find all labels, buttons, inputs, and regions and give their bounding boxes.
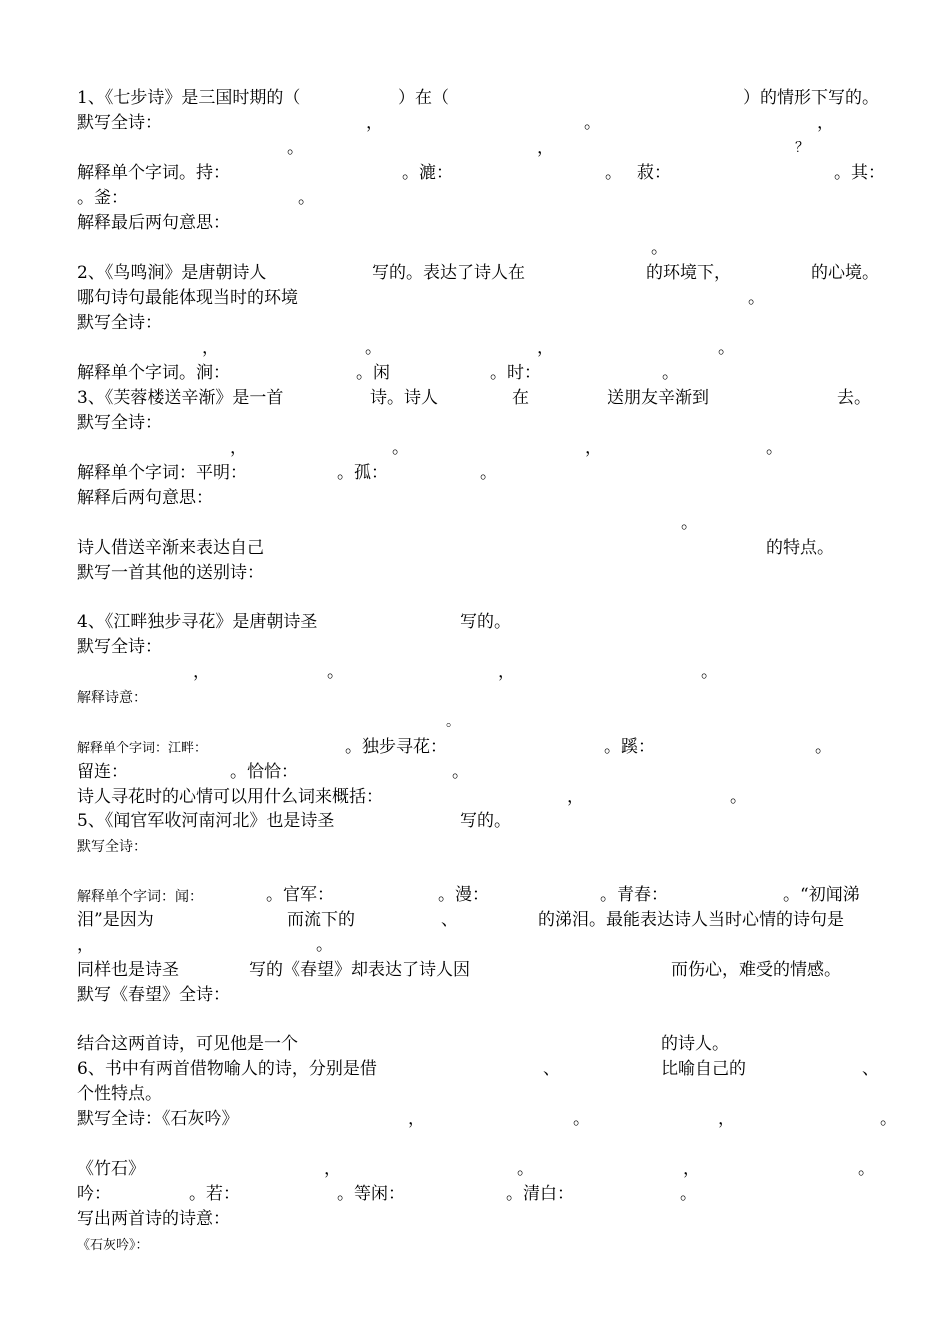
q5-write-label: 默写全诗： [77, 839, 147, 855]
punct: ， [408, 1109, 425, 1129]
punct: 。 [584, 113, 601, 133]
q6-line1-start: 6、书中有两首借物喻人的诗，分别是借 [77, 1059, 377, 1079]
q4-write-label: 默写全诗： [77, 637, 162, 657]
q1-define-qi: 。其： [834, 163, 885, 183]
q5-chunwang-start: 同样也是诗圣 [77, 960, 179, 980]
q1-define-label: 解释单个字词。持： [77, 163, 230, 183]
punct: 、 [543, 1059, 560, 1079]
q4-line1-end: 写的。 [460, 612, 511, 632]
q3-line1-mid: 诗。诗人 [370, 388, 438, 408]
q5-chunwang-mid: 写的《春望》却表达了诗人因 [249, 960, 470, 980]
punct: 。 [327, 662, 344, 682]
q4-define-xi: 。蹊： [604, 737, 655, 757]
q1-write-label: 默写全诗： [77, 113, 162, 133]
punct: ， [537, 138, 554, 158]
q5-define-label: 解释单个字词：闻： [77, 889, 203, 905]
punct: 。 [651, 238, 668, 258]
punct: 。 [681, 513, 698, 533]
q2-define-label: 解释单个字词。涧： [77, 363, 230, 383]
punct: 。 [452, 762, 469, 782]
punct: 。 [815, 737, 832, 757]
q5-tears-reason: 泪”是因为 [77, 910, 154, 930]
punct: 。 [298, 188, 315, 208]
q6-line1-mid: 比喻自己的 [661, 1059, 746, 1079]
q1-line1-start: 1、《七步诗》是三国时期的（ [77, 88, 301, 108]
q3-line1-send: 送朋友辛渐到 [607, 388, 709, 408]
q3-other-poem-label: 默写一首其他的送别诗： [77, 563, 264, 583]
punct: 。 [573, 1109, 590, 1129]
q2-line1-start: 2、《鸟鸣涧》是唐朝诗人 [77, 263, 267, 283]
punct: ， [817, 113, 834, 133]
punct: 。 [880, 1109, 897, 1129]
punct: ， [567, 787, 584, 807]
q6-line2: 个性特点。 [77, 1084, 162, 1104]
punct: ， [230, 438, 247, 458]
q4-define-label: 解释单个字词：江畔： [77, 741, 208, 756]
q5-chunwang-write-label: 默写《春望》全诗： [77, 985, 230, 1005]
q3-write-label: 默写全诗： [77, 413, 162, 433]
punct: 、 [862, 1059, 879, 1079]
punct: 。 [605, 163, 622, 183]
q2-line1-end: 的心境。 [811, 263, 879, 283]
q5-tears-question-start: 。“初闻涕 [783, 885, 860, 905]
q1-define-shu: 菽： [637, 163, 671, 183]
q2-define-xian: 。闲 [356, 363, 390, 383]
punct: 。 [718, 338, 735, 358]
punct: 。 [365, 338, 382, 358]
q1-line1-end: ）的情形下写的。 [743, 88, 879, 108]
q5-chunwang-end: 而伤心，难受的情感。 [671, 960, 841, 980]
punct: 。 [701, 662, 718, 682]
q1-define-lu: 。漉： [402, 163, 453, 183]
q3-meaning-label: 解释后两句意思： [77, 488, 213, 508]
q1-meaning-label: 解释最后两句意思： [77, 213, 230, 233]
q4-mood-question: 诗人寻花时的心情可以用什么词来概括： [77, 787, 383, 807]
punct: 。 [316, 935, 333, 955]
punct: ， [718, 1109, 735, 1129]
punct: ， [537, 338, 554, 358]
punct: 。 [748, 288, 765, 308]
q3-define-label: 解释单个字词：平明： [77, 463, 247, 483]
q6-shihuiyin-meaning-label: 《石灰吟》： [77, 1238, 149, 1253]
q2-line1-mid2: 的环境下， [646, 263, 731, 283]
q4-define-liulian: 留连： [77, 762, 128, 782]
q4-meaning-label: 解释诗意： [77, 690, 147, 706]
punct: ， [683, 1159, 700, 1179]
punct: ， [193, 662, 210, 682]
q5-tears-end: 的涕泪。最能表达诗人当时心情的诗句是 [538, 910, 844, 930]
punct: 。 [446, 714, 460, 730]
q6-define-qingbai: 。清白： [506, 1184, 574, 1204]
q5-conclusion-end: 的诗人。 [661, 1034, 729, 1054]
q6-meaning-label: 写出两首诗的诗意： [77, 1209, 230, 1229]
q5-conclusion-start: 结合这两首诗，可见他是一个 [77, 1034, 298, 1054]
q3-line1-end: 去。 [837, 388, 871, 408]
q6-define-ruo: 。若： [189, 1184, 240, 1204]
punct: ， [77, 935, 94, 955]
q6-define-dengxian: 。等闲： [337, 1184, 405, 1204]
punct: 。 [480, 463, 497, 483]
q2-define-shi: 。时： [490, 363, 541, 383]
punct: 。 [730, 787, 747, 807]
q3-express-end: 的特点。 [766, 538, 834, 558]
punct: ， [202, 338, 219, 358]
punct: ， [585, 438, 602, 458]
q4-line1-start: 4、《江畔独步寻花》是唐朝诗圣 [77, 612, 318, 632]
q5-define-man: 。漫： [438, 885, 489, 905]
q2-write-label: 默写全诗： [77, 313, 162, 333]
q6-zhushi-label: 《竹石》 [77, 1159, 145, 1179]
punct: ？ [795, 140, 809, 156]
q4-define-qiaqia: 。恰恰： [230, 762, 298, 782]
punct: ， [324, 1159, 341, 1179]
q2-line1-mid: 写的。表达了诗人在 [372, 263, 525, 283]
q5-define-guanjun: 。官军： [266, 885, 334, 905]
q5-line1-end: 写的。 [460, 811, 511, 831]
punct: ， [366, 113, 383, 133]
q2-line2: 哪句诗句最能体现当时的环境 [77, 288, 298, 308]
q3-define-gu: 。孤： [337, 463, 388, 483]
q6-shihuiyin-label: 默写全诗：《石灰吟》 [77, 1109, 239, 1129]
q5-define-qingchun: 。青春： [600, 885, 668, 905]
q5-line1-start: 5、《闻官军收河南河北》也是诗圣 [77, 811, 335, 831]
punct: 。 [766, 438, 783, 458]
punct: 、 [441, 910, 458, 930]
q3-line1-at: 在 [512, 388, 529, 408]
q1-line1-mid: ）在（ [398, 88, 449, 108]
q5-tears-mid: 而流下的 [287, 910, 355, 930]
q6-define-yin: 吟： [77, 1184, 111, 1204]
punct: 。 [662, 363, 679, 383]
punct: 。 [287, 138, 304, 158]
q4-define-dubu: 。独步寻花： [345, 737, 447, 757]
punct: 。 [392, 438, 409, 458]
q3-line1-start: 3、《芙蓉楼送辛渐》是一首 [77, 388, 284, 408]
q1-define-fu: 。釜： [77, 188, 128, 208]
punct: 。 [680, 1184, 697, 1204]
punct: ， [498, 662, 515, 682]
q3-express-start: 诗人借送辛渐来表达自己 [77, 538, 264, 558]
punct: 。 [858, 1159, 875, 1179]
punct: 。 [517, 1159, 534, 1179]
